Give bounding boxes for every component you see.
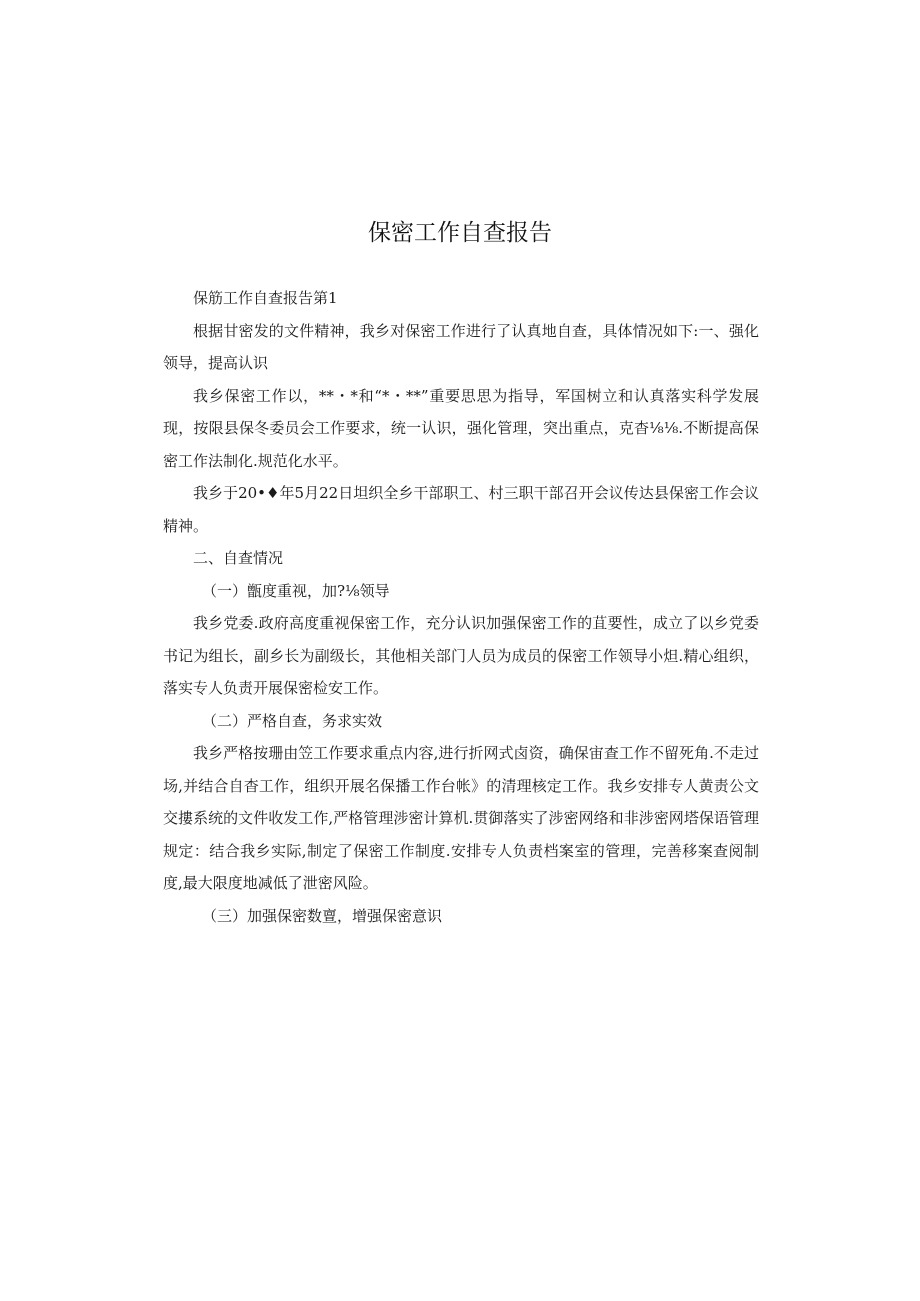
document-title: 保密工作自查报告 [368, 220, 552, 246]
paragraph-meeting: 我乡于20•♦年5月22日坦织全乡干部职工、村三职干部召开会议传达县保密工作会议精神。 [163, 484, 759, 535]
subsection-heading-1: （一）甑度重视，加?⅛领导 [202, 581, 390, 600]
paragraph-intro: 根据甘密发的文件精神，我乡对保密工作进行了认真地自查，具体情况如下:一、强化领导，提高认识 [163, 321, 759, 372]
paragraph-guidance: 我乡保密工作以，**・*和“*・**”重要思思为指导，军国树立和认真落实科学发展现，按限县保冬委员会工作要求，统一认识，强化管理，突出重点，克杳⅛⅛.不断提高保密工作法制化.规范化水平。 [163, 386, 759, 470]
document-body [163, 282, 759, 932]
report-subtitle: 保筋工作自查报告第1 [193, 289, 338, 307]
paragraph-inspection: 我乡严格按珊由笠工作要求重点内容,进行折网式卤资，确保宙查工作不留死角.不走过场,并结合自杳工作，组织开展名保播工作台帐》的清理核定工作。我乡安排专人黄责公文交摟系统的文件收发工作,严格管理涉密计算机.贯御落实了涉密网络和非涉密网塔保语管理规定：结合我乡实际,制定了保密工作制度.安排专人负责档案室的管理，完善移案查阅制度,最大限度地减低了泄密风险。 [163, 744, 759, 892]
section-heading-self-check: 二、自查情况 [193, 549, 284, 567]
subsection-heading-3: （三）加强保密数亶，增强保密意识 [202, 906, 443, 925]
subsection-heading-2: （二）严格自查，务求实效 [202, 711, 383, 730]
paragraph-leadership: 我乡党委.政府高度重视保密工作，充分认识加强保密工作的苴要性，成立了以乡党委书记为组长，副乡长为副级长，其他相关部门人员为成员的保密工作领导小炟.精心组织，落实专人负责开展保密检安工作。 [163, 614, 759, 697]
